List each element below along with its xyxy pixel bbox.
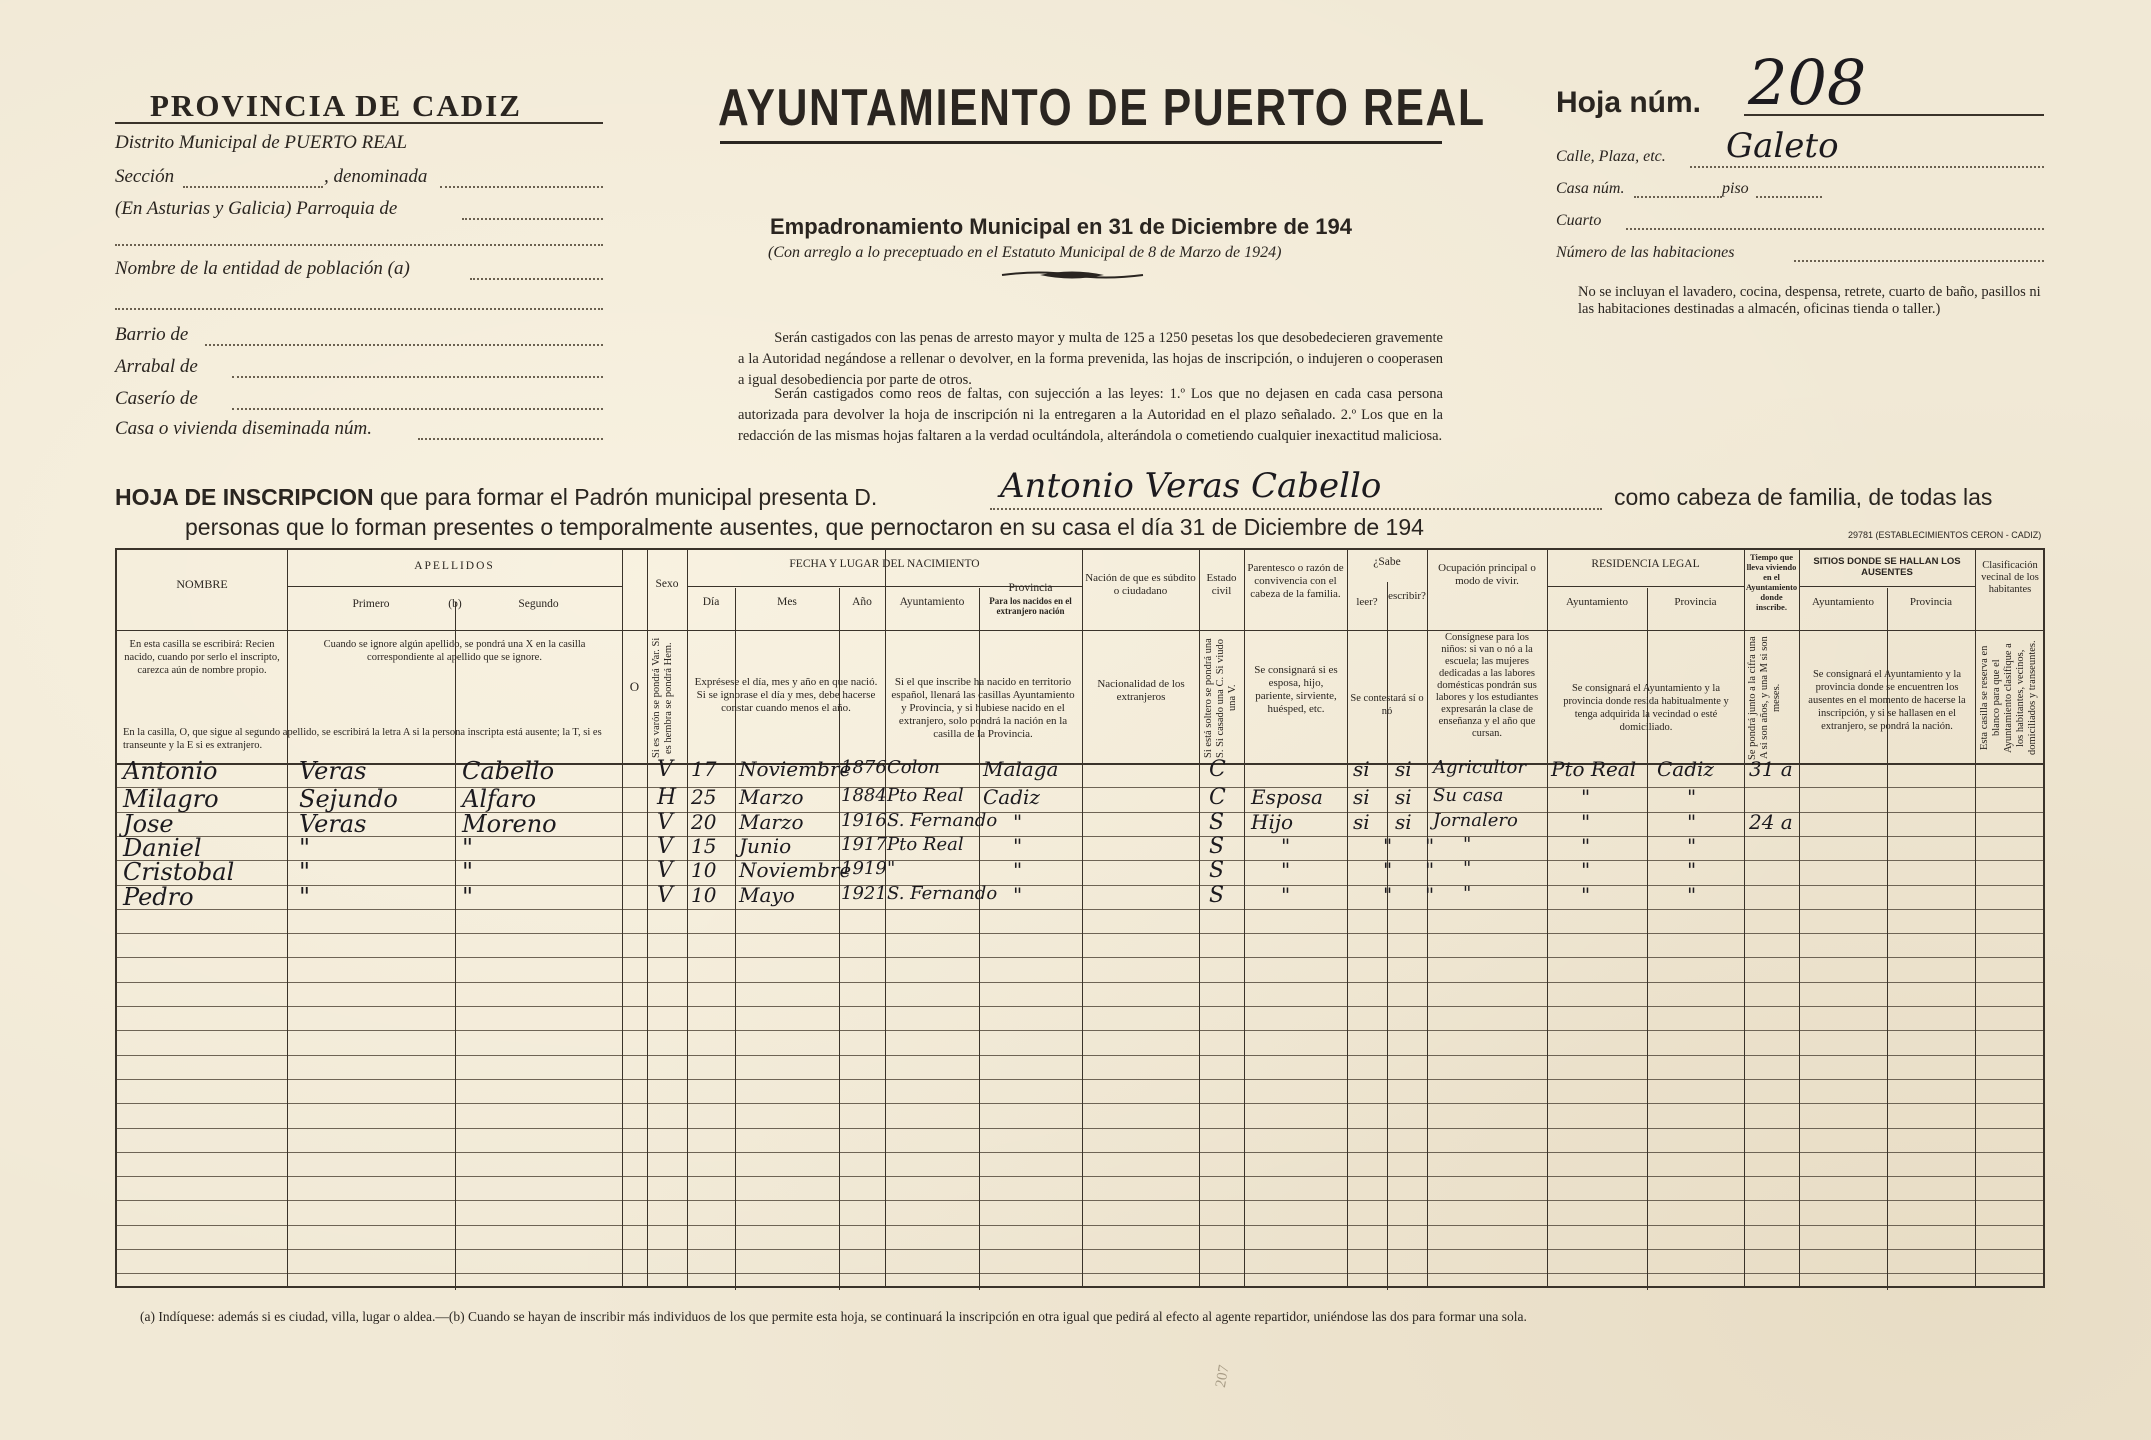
header-tiempo: Tiempo que lleva viviendo en el Ayuntamiento donde inscribe. bbox=[1745, 552, 1798, 612]
cell-res_prov[interactable]: " bbox=[1687, 858, 1697, 883]
cell-ap1[interactable]: Sejundo bbox=[299, 785, 398, 814]
cell-ayto[interactable]: Pto Real bbox=[887, 833, 964, 855]
divider bbox=[115, 122, 603, 124]
penalty-paragraph-1: Serán castigados con las penas de arresto mayor y multa de 125 a 1250 pesetas los que desobedecieren gravemente a la Autoridad negándose a rellenar o devolver, en la forma prevenida, las hojas de inscripción, o indujeren o cooperasen a igual desobediencia por parte de otros. bbox=[738, 330, 1443, 388]
col-line bbox=[885, 550, 886, 1286]
note-tiempo: Se pondrá junto a la cifra una A si son años, y una M si son meses. bbox=[1747, 636, 1782, 760]
residencia-underline bbox=[1547, 586, 1744, 587]
title-underline bbox=[720, 141, 1442, 144]
cell-dia[interactable]: 10 bbox=[691, 858, 717, 883]
cell-mes[interactable]: Marzo bbox=[739, 809, 804, 834]
cell-sexo[interactable]: V bbox=[657, 757, 673, 782]
casa-num-line[interactable] bbox=[1634, 196, 1722, 198]
cell-parentesco[interactable]: " bbox=[1281, 833, 1291, 858]
cell-anio[interactable]: 1884 bbox=[841, 785, 887, 807]
parroquia-line[interactable] bbox=[462, 218, 603, 220]
cell-res_ayto[interactable]: " bbox=[1581, 858, 1591, 883]
piso-line[interactable] bbox=[1756, 196, 1822, 198]
cell-tiempo[interactable]: 24 a bbox=[1749, 809, 1793, 834]
cell-res_ayto[interactable]: " bbox=[1581, 882, 1591, 907]
cell-ocupacion[interactable]: " bbox=[1463, 833, 1472, 855]
col-line bbox=[1244, 550, 1245, 1286]
hoja-line bbox=[1744, 114, 2044, 116]
cell-sexo[interactable]: H bbox=[657, 785, 677, 811]
casa-num-label: Casa núm. bbox=[1556, 180, 1625, 197]
denominada-label: , denominada bbox=[324, 166, 428, 187]
note-ocupacion: Consígnese para los niños: si van o nó a la escuela; las mujeres dedicadas a las labores domésticas pondrán sus labores y los estudiantes expresarán la clase de enseñanza y el año que cursan. bbox=[1435, 632, 1539, 739]
habitaciones-line[interactable] bbox=[1794, 260, 2044, 262]
header-sabe: ¿Sabe bbox=[1373, 556, 1401, 568]
cell-leer[interactable]: " bbox=[1383, 833, 1393, 858]
cell-prov[interactable]: " bbox=[1013, 833, 1023, 858]
cell-ocupacion[interactable]: Jornalero bbox=[1433, 809, 1518, 831]
inscripcion-bold: HOJA DE INSCRIPCION bbox=[115, 484, 374, 510]
cell-escribir[interactable]: " bbox=[1425, 882, 1435, 907]
cell-estado[interactable]: C bbox=[1209, 785, 1226, 811]
cell-sexo[interactable]: V bbox=[657, 833, 673, 859]
col-line bbox=[1975, 550, 1976, 1286]
cell-ap2[interactable]: Cabello bbox=[462, 757, 555, 785]
header-leer: leer? bbox=[1356, 596, 1378, 608]
cell-res_prov[interactable]: " bbox=[1687, 809, 1697, 834]
inscripcion-line-2: personas que lo forman presentes o temporalmente ausentes, que pernoctaron en su casa el día 31 de Diciembre de 194 bbox=[185, 514, 1424, 540]
header-segundo: Segundo bbox=[518, 598, 559, 610]
col-line bbox=[287, 550, 288, 1286]
header-fecha-lugar: FECHA Y LUGAR DEL NACIMIENTO bbox=[789, 558, 980, 570]
note-parentesco: Se consignará si es esposa, hijo, pariente, sirviente, huésped, etc. bbox=[1254, 664, 1338, 715]
cell-prov[interactable]: " bbox=[1013, 858, 1023, 883]
cell-leer[interactable]: si bbox=[1353, 785, 1370, 810]
header-parentesco: Parentesco o razón de convivencia con el cabeza de la familia. bbox=[1247, 562, 1344, 600]
col-line bbox=[1199, 550, 1200, 1286]
cell-ap2[interactable]: Alfaro bbox=[462, 785, 537, 814]
cell-leer[interactable]: si bbox=[1353, 757, 1370, 781]
row-line bbox=[117, 957, 2043, 958]
cell-escribir[interactable]: " bbox=[1425, 833, 1435, 858]
cell-dia[interactable]: 17 bbox=[691, 757, 717, 781]
cell-anio[interactable]: 1876 bbox=[841, 757, 887, 778]
seccion-line[interactable] bbox=[183, 186, 323, 188]
cell-estado[interactable]: S bbox=[1209, 809, 1225, 835]
header-anio: Año bbox=[852, 596, 872, 608]
parroquia-label: (En Asturias y Galicia) Parroquia de bbox=[115, 198, 398, 219]
habitaciones-label: Número de las habitaciones bbox=[1556, 244, 1735, 261]
cell-res_prov[interactable]: " bbox=[1687, 785, 1697, 810]
casa-line[interactable] bbox=[418, 438, 603, 440]
cell-ocupacion[interactable]: " bbox=[1463, 882, 1472, 904]
entidad-label: Nombre de la entidad de población (a) bbox=[115, 258, 410, 279]
cell-ayto[interactable]: Pto Real bbox=[887, 785, 964, 807]
provincia-title: PROVINCIA DE CADIZ bbox=[150, 88, 522, 123]
cell-ayto[interactable]: Colon bbox=[887, 757, 940, 778]
cell-ocupacion[interactable]: Agricultor bbox=[1433, 757, 1526, 778]
header-res-ayto: Ayuntamiento bbox=[1566, 596, 1628, 608]
cell-ayto[interactable]: " bbox=[887, 858, 896, 880]
col-line bbox=[1082, 550, 1083, 1286]
barrio-line[interactable] bbox=[205, 344, 603, 346]
cell-leer[interactable]: " bbox=[1383, 858, 1393, 883]
col-line bbox=[1744, 550, 1745, 1286]
cuarto-line[interactable] bbox=[1626, 228, 2044, 230]
cell-sexo[interactable]: V bbox=[657, 882, 673, 908]
head-name: Antonio Veras Cabello bbox=[1000, 466, 1382, 506]
barrio-label: Barrio de bbox=[115, 324, 189, 345]
note-nacion: Nacionalidad de los extranjeros bbox=[1097, 678, 1185, 703]
denominada-line[interactable] bbox=[440, 186, 603, 188]
header-nombre: NOMBRE bbox=[176, 577, 228, 591]
casa-label: Casa o vivienda diseminada núm. bbox=[115, 418, 373, 439]
row-line bbox=[117, 933, 2043, 934]
col-line bbox=[1347, 550, 1348, 1286]
ornament-icon bbox=[1000, 268, 1145, 282]
header-estado: Estado civil bbox=[1206, 572, 1237, 597]
col-line bbox=[1427, 550, 1428, 1286]
cell-prov[interactable]: " bbox=[1013, 882, 1023, 907]
cell-res_prov[interactable]: Cadiz bbox=[1657, 757, 1714, 781]
header-provincia-note: Para los nacidos en el extranjero nación bbox=[989, 596, 1072, 616]
cell-res_ayto[interactable]: Pto Real bbox=[1551, 757, 1637, 781]
note-fecha: Exprésese el día, mes y año en que nació. Si se ignorase el día y mes, debe hacerse constar cuando menos el año. bbox=[694, 676, 878, 714]
cell-mes[interactable]: Marzo bbox=[739, 785, 804, 810]
footer-note: (a) Indíquese: además si es ciudad, villa, lugar o aldea.—(b) Cuando se hayan de inscribir más individuos de los que permite esta hoja, se continuará la inscripción en otra igual que pedirá al efecto al agente repartidor, uniéndose las dos para formar una sola. bbox=[140, 1309, 1527, 1324]
cell-nombre[interactable]: Pedro bbox=[123, 882, 194, 911]
calle-label: Calle, Plaza, etc. bbox=[1556, 148, 1666, 165]
row-line bbox=[117, 1103, 2043, 1104]
cell-leer[interactable]: si bbox=[1353, 809, 1370, 834]
col-line bbox=[1547, 550, 1548, 1286]
distrito-label: Distrito Municipal de PUERTO REAL bbox=[115, 132, 408, 153]
note-apellidos: Cuando se ignore algún apellido, se pondrá una X en la casilla correspondiente al apellido que se ignore. bbox=[323, 639, 586, 663]
row-line bbox=[117, 1079, 2043, 1080]
cell-estado[interactable]: S bbox=[1209, 858, 1225, 884]
calle-value: Galeto bbox=[1726, 126, 1839, 166]
inscripcion-text-2: como cabeza de familia, de todas las bbox=[1614, 484, 1993, 510]
cell-nombre[interactable]: Daniel bbox=[123, 833, 202, 862]
note-nombre: En esta casilla se escribirá: Recien nacido, cuando por serlo el inscripto, carezca aún de nombre propio. bbox=[124, 639, 280, 676]
note-clasificacion: Esta casilla se reserva en blanco para que el Ayuntamiento clasifique a los habitantes, vecinos, domiciliados y transeuntes. bbox=[1979, 640, 2038, 756]
cell-ap1[interactable]: " bbox=[299, 858, 311, 887]
note-o-label: O bbox=[629, 679, 640, 694]
header-residencia: RESIDENCIA LEGAL bbox=[1591, 558, 1700, 570]
note-estado: Si está soltero se pondrá una S. Si casado una C. Si viudo una V. bbox=[1203, 638, 1238, 758]
cell-dia[interactable]: 25 bbox=[691, 785, 717, 810]
inscripcion-text-1: que para formar el Padrón municipal presenta D. bbox=[379, 484, 878, 510]
row-line bbox=[117, 860, 2043, 861]
cell-dia[interactable]: 10 bbox=[691, 882, 717, 907]
cell-ayto[interactable]: S. Fernando bbox=[887, 882, 998, 904]
piso-label: piso bbox=[1722, 180, 1749, 197]
cell-mes[interactable]: Noviembre bbox=[739, 757, 852, 781]
cell-parentesco[interactable]: " bbox=[1281, 858, 1291, 883]
cell-ap2[interactable]: Moreno bbox=[462, 809, 557, 838]
col-line bbox=[647, 550, 648, 1286]
cell-ap1[interactable]: Veras bbox=[299, 757, 367, 785]
header-separator bbox=[117, 630, 2043, 631]
cell-mes[interactable]: Noviembre bbox=[739, 858, 852, 883]
cell-parentesco[interactable]: Hijo bbox=[1251, 809, 1294, 834]
row-line bbox=[117, 1225, 2043, 1226]
row-line bbox=[117, 836, 2043, 837]
header-escribir: escribir? bbox=[1388, 590, 1426, 602]
empadronamiento-title: Empadronamiento Municipal en 31 de Diciembre de 194 bbox=[770, 214, 1352, 239]
row-line bbox=[117, 787, 2043, 788]
caserio-label: Caserío de bbox=[115, 388, 198, 409]
cell-anio[interactable]: 1916 bbox=[841, 809, 887, 831]
cell-ap1[interactable]: " bbox=[299, 833, 311, 862]
cell-mes[interactable]: Mayo bbox=[739, 882, 795, 907]
cell-prov[interactable]: " bbox=[1013, 809, 1023, 834]
header-primero: Primero bbox=[352, 598, 390, 610]
row-line bbox=[117, 1176, 2043, 1177]
header-clasificacion: Clasificación vecinal de los habitantes bbox=[1981, 560, 2039, 595]
pencil-note: 207 bbox=[1212, 1363, 1233, 1389]
row-line bbox=[117, 1152, 2043, 1153]
header-ayuntamiento: Ayuntamiento bbox=[899, 596, 965, 608]
cell-ap1[interactable]: " bbox=[299, 882, 311, 911]
cell-escribir[interactable]: si bbox=[1395, 757, 1412, 781]
cell-estado[interactable]: C bbox=[1209, 757, 1226, 782]
row-line bbox=[117, 1030, 2043, 1031]
entidad-line[interactable] bbox=[470, 278, 603, 280]
cell-anio[interactable]: 1919 bbox=[841, 858, 887, 880]
header-ocupacion: Ocupación principal o modo de vivir. bbox=[1438, 562, 1536, 587]
cell-nombre[interactable]: Milagro bbox=[123, 785, 219, 814]
cell-escribir[interactable]: " bbox=[1425, 858, 1435, 883]
cell-sexo[interactable]: V bbox=[657, 809, 673, 835]
note-sabe: Se contestará sí o nó bbox=[1350, 693, 1424, 717]
row-line bbox=[117, 909, 2043, 910]
arrabal-line[interactable] bbox=[232, 376, 603, 378]
cell-prov[interactable]: Malaga bbox=[983, 757, 1059, 781]
cell-tiempo[interactable]: 31 a bbox=[1749, 757, 1793, 781]
header-apellidos: APELLIDOS bbox=[414, 560, 495, 572]
header-nacion: Nación de que es súbdito o ciudadano bbox=[1085, 572, 1196, 597]
cell-estado[interactable]: S bbox=[1209, 833, 1225, 859]
header-dia: Día bbox=[702, 596, 720, 608]
apellidos-underline bbox=[287, 586, 622, 587]
header-sit-ayto: Ayuntamiento bbox=[1812, 596, 1874, 608]
cell-escribir[interactable]: si bbox=[1395, 809, 1412, 834]
header-b: (b) bbox=[448, 598, 462, 610]
cell-nombre[interactable]: Antonio bbox=[123, 757, 218, 785]
row-line bbox=[117, 885, 2043, 886]
cell-leer[interactable]: " bbox=[1383, 882, 1393, 907]
cell-res_ayto[interactable]: " bbox=[1581, 833, 1591, 858]
col-line bbox=[1799, 550, 1800, 1286]
inscription-table bbox=[115, 548, 2045, 1288]
note-sexo: Si es varón se pondrá Var. Si es hembra se pondrá Hem. bbox=[651, 637, 674, 759]
cell-res_prov[interactable]: " bbox=[1687, 833, 1697, 858]
cell-estado[interactable]: S bbox=[1209, 882, 1225, 908]
habitaciones-note: No se incluyan el lavadero, cocina, despensa, retrete, cuarto de baño, pasillos ni las habitaciones destinadas a almacén, oficinas tienda o taller.) bbox=[1578, 284, 2041, 317]
hoja-label: Hoja núm. bbox=[1556, 86, 1702, 119]
header-sexo: Sexo bbox=[655, 578, 679, 590]
empadronamiento-subtitle: (Con arreglo a lo preceptuado en el Estatuto Municipal de 8 de Marzo de 1924) bbox=[768, 244, 1282, 261]
cell-parentesco[interactable]: Esposa bbox=[1251, 785, 1323, 810]
row-line bbox=[117, 982, 2043, 983]
cell-ap2[interactable]: " bbox=[462, 833, 474, 862]
header-sit-prov: Provincia bbox=[1909, 596, 1953, 608]
note-lugar: Si el que inscribe ha nacido en territorio español, llenará las casillas Ayuntamiento y Provincia, y si hubiese nacido en el extranjero, solo pondrá la nación en la casilla de la Provincia. bbox=[891, 676, 1075, 740]
cell-dia[interactable]: 15 bbox=[691, 833, 717, 858]
header-mes: Mes bbox=[777, 596, 797, 608]
row-line bbox=[117, 1055, 2043, 1056]
entidad-line-2[interactable] bbox=[115, 308, 603, 310]
cell-anio[interactable]: 1921 bbox=[841, 882, 887, 904]
cell-ap2[interactable]: " bbox=[462, 858, 474, 887]
row-line bbox=[117, 1128, 2043, 1129]
cell-ocupacion[interactable]: Su casa bbox=[1433, 785, 1504, 807]
note-apellidos-o: En la casilla, O, que sigue al segundo apellido, se escribirá la letra A si la persona inscripta está ausente; la T, si es transeunte y la E si es extranjero. bbox=[123, 727, 602, 751]
ayuntamiento-title: AYUNTAMIENTO DE PUERTO REAL bbox=[718, 79, 1486, 137]
calle-line[interactable] bbox=[1690, 166, 2044, 168]
cell-ocupacion[interactable]: " bbox=[1463, 858, 1472, 880]
head-name-line[interactable] bbox=[990, 508, 1602, 510]
cell-sexo[interactable]: V bbox=[657, 858, 673, 884]
row-line bbox=[117, 1006, 2043, 1007]
cell-prov[interactable]: Cadiz bbox=[983, 785, 1040, 810]
hoja-number: 208 bbox=[1748, 46, 1867, 119]
cell-res_prov[interactable]: " bbox=[1687, 882, 1697, 907]
caserio-line[interactable] bbox=[232, 408, 603, 410]
cell-parentesco[interactable]: " bbox=[1281, 882, 1291, 907]
row-line bbox=[117, 1249, 2043, 1250]
header-provincia: Provincia bbox=[1008, 582, 1053, 594]
cell-mes[interactable]: Junio bbox=[739, 833, 792, 858]
header-res-prov: Provincia bbox=[1674, 596, 1717, 608]
cell-anio[interactable]: 1917 bbox=[841, 833, 887, 855]
cell-nombre[interactable]: Cristobal bbox=[123, 858, 235, 887]
cell-res_ayto[interactable]: " bbox=[1581, 785, 1591, 810]
col-line bbox=[455, 602, 456, 1290]
printer-mark: 29781 (ESTABLECIMIENTOS CERON - CADIZ) bbox=[1848, 530, 2042, 540]
penalty-paragraph-2: Serán castigados como reos de faltas, con sujección a las leyes: 1.º Los que no dejasen en cada casa persona autorizada para devolver la hoja de inscripción ni la entregaren a la Autoridad en el plazo señalado. 2.º Los que en la redacción de las mismas hojas faltaren a la verdad ocultándola, alterándola o cometiendo cualquier inexactitud maliciosa. bbox=[738, 386, 1443, 444]
cell-ap2[interactable]: " bbox=[462, 882, 474, 911]
cell-ap1[interactable]: Veras bbox=[299, 809, 367, 838]
seccion-label: Sección bbox=[115, 166, 175, 187]
col-line bbox=[1387, 582, 1388, 1290]
col-line bbox=[622, 550, 623, 1286]
cell-nombre[interactable]: Jose bbox=[123, 809, 174, 838]
cell-res_ayto[interactable]: " bbox=[1581, 809, 1591, 834]
cell-escribir[interactable]: si bbox=[1395, 785, 1412, 810]
row-line bbox=[117, 1273, 2043, 1274]
sitios-underline bbox=[1799, 586, 1975, 587]
inscripcion-line-1 bbox=[115, 484, 877, 511]
note-sitios: Se consignará el Ayuntamiento y la provincia donde se encuentren los ausentes en el momento de hacerse la inscripción, y si se hallasen en el extranjero, se pondrá la nación. bbox=[1808, 669, 1966, 732]
header-sitios: SITIOS DONDE SE HALLAN LOS AUSENTES bbox=[1813, 556, 1961, 578]
col-line bbox=[687, 550, 688, 1286]
cell-ayto[interactable]: S. Fernando bbox=[887, 809, 998, 831]
cell-dia[interactable]: 20 bbox=[691, 809, 717, 834]
cuarto-label: Cuarto bbox=[1556, 212, 1602, 229]
arrabal-label: Arrabal de bbox=[115, 356, 198, 377]
row-line bbox=[117, 1200, 2043, 1201]
note-residencia: Se consignará el Ayuntamiento y la provincia donde resida habitualmente y tenga adquirida la vecindad o esté domiciliado. bbox=[1563, 683, 1729, 733]
parroquia-line-2[interactable] bbox=[115, 244, 603, 246]
